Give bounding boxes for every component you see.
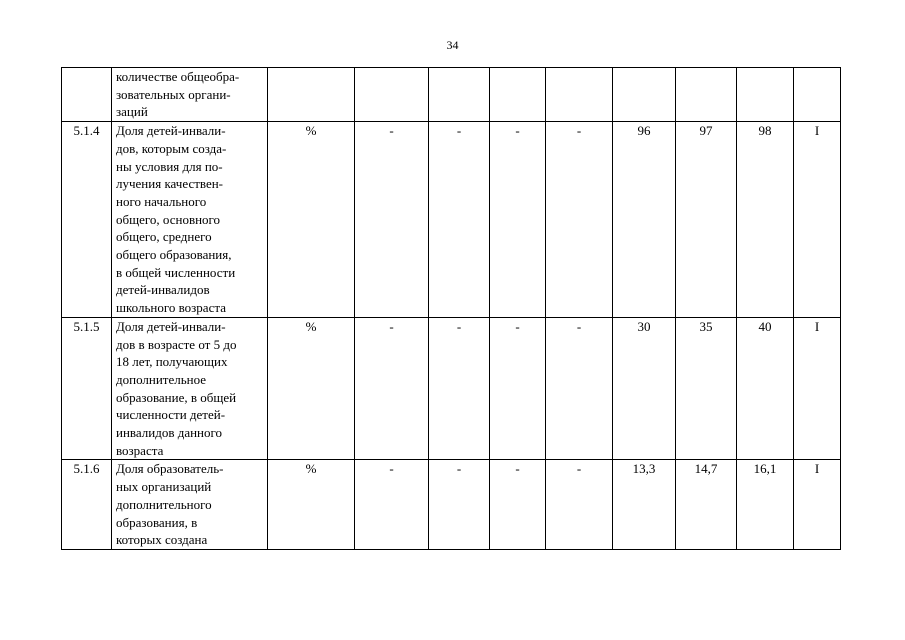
value-cell: 97 xyxy=(676,122,737,318)
indicator-name-cell xyxy=(112,317,268,460)
indicator-name-line: общего, среднего xyxy=(116,229,212,245)
table-row xyxy=(62,122,841,318)
indicator-name-line: общего, основного xyxy=(116,211,221,227)
value-cell: 14,7 xyxy=(676,460,737,550)
indicator-name-line: в общей численности xyxy=(116,264,236,280)
indicator-name-line: заций xyxy=(116,104,148,120)
value-cell: - xyxy=(546,460,613,550)
indicator-name-line: образования, в xyxy=(116,514,198,530)
row-number-cell: 5.1.6 xyxy=(62,460,112,550)
value-cell: 40 xyxy=(737,317,794,460)
indicator-name-line: общего образования, xyxy=(116,247,232,263)
table-row xyxy=(62,317,841,460)
value-cell: - xyxy=(355,317,429,460)
indicator-name-line: ного начального xyxy=(116,193,207,209)
indicator-name-line: ны условия для по- xyxy=(116,158,223,174)
type-cell: I xyxy=(794,122,841,318)
indicator-name-line: которых создана xyxy=(116,532,208,548)
indicator-name-line: ных организаций xyxy=(116,479,212,495)
value-cell xyxy=(676,68,737,122)
indicator-name-line: Доля детей-инвали- xyxy=(116,123,226,139)
value-cell xyxy=(429,68,490,122)
row-number-cell: 5.1.5 xyxy=(62,317,112,460)
value-cell: 30 xyxy=(613,317,676,460)
row-number-cell: 5.1.4 xyxy=(62,122,112,318)
indicators-table xyxy=(61,67,841,550)
value-cell: - xyxy=(546,317,613,460)
value-cell: - xyxy=(429,317,490,460)
type-cell: I xyxy=(794,317,841,460)
value-cell xyxy=(613,68,676,122)
value-cell: - xyxy=(429,122,490,318)
indicator-name-cell xyxy=(112,68,268,122)
value-cell: - xyxy=(490,317,546,460)
indicator-name-line: возраста xyxy=(116,442,164,458)
indicator-name-line: зовательных органи- xyxy=(116,86,231,102)
value-cell: - xyxy=(490,122,546,318)
indicator-name-line: школьного возраста xyxy=(116,300,226,316)
value-cell xyxy=(546,68,613,122)
indicator-name-line: численности детей- xyxy=(116,407,226,423)
value-cell: 35 xyxy=(676,317,737,460)
value-cell: - xyxy=(355,122,429,318)
indicator-name-line: образование, в общей xyxy=(116,389,237,405)
indicator-name-line: дов, которым созда- xyxy=(116,140,227,156)
indicator-name-line: дополнительное xyxy=(116,371,207,387)
table-row xyxy=(62,460,841,550)
unit-cell: % xyxy=(268,460,355,550)
indicator-name-line: лучения качествен- xyxy=(116,176,224,192)
value-cell xyxy=(737,68,794,122)
value-cell: - xyxy=(355,460,429,550)
indicator-name-line: Доля детей-инвали- xyxy=(116,318,226,334)
indicator-name-cell xyxy=(112,460,268,550)
indicator-name-line: количестве общеобра- xyxy=(116,69,240,84)
table-row xyxy=(62,68,841,122)
value-cell: - xyxy=(429,460,490,550)
value-cell xyxy=(355,68,429,122)
unit-cell xyxy=(268,68,355,122)
value-cell: 96 xyxy=(613,122,676,318)
indicator-name-line: детей-инвалидов xyxy=(116,282,210,298)
value-cell: 16,1 xyxy=(737,460,794,550)
indicator-name-cell xyxy=(112,122,268,318)
indicator-name-line: Доля образователь- xyxy=(116,461,224,477)
value-cell: 13,3 xyxy=(613,460,676,550)
indicator-name-line: дополнительного xyxy=(116,496,212,512)
indicator-name-line: дов в возрасте от 5 до xyxy=(116,336,237,352)
unit-cell: % xyxy=(268,122,355,318)
unit-cell: % xyxy=(268,317,355,460)
value-cell: - xyxy=(546,122,613,318)
indicator-name-line: 18 лет, получающих xyxy=(116,354,228,370)
type-cell xyxy=(794,68,841,122)
row-number-cell xyxy=(62,68,112,122)
value-cell: 98 xyxy=(737,122,794,318)
value-cell: - xyxy=(490,460,546,550)
type-cell: I xyxy=(794,460,841,550)
value-cell xyxy=(490,68,546,122)
page-number: 34 xyxy=(446,38,459,52)
indicator-name-line: инвалидов данного xyxy=(116,425,223,441)
